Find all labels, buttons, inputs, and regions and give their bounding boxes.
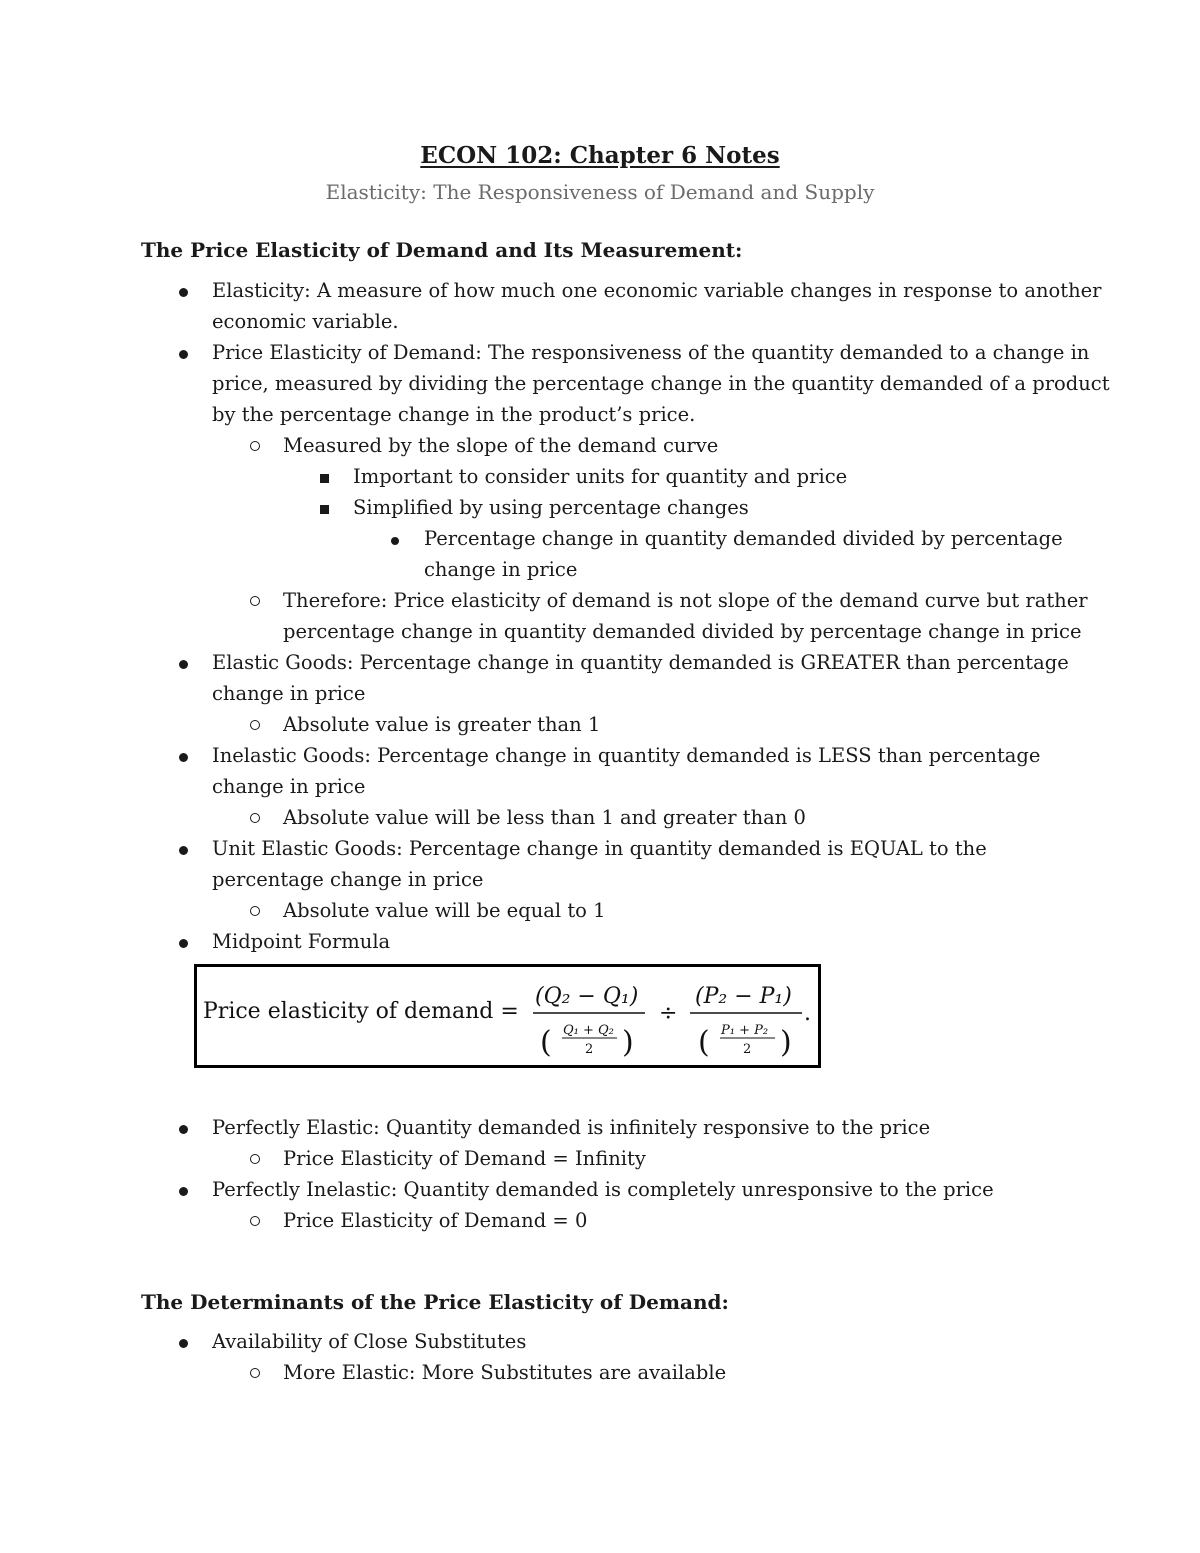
paren-right: ) xyxy=(780,1025,792,1060)
formula-divide: ÷ xyxy=(659,1001,678,1026)
list-item-text: by the percentage change in the product’s price. xyxy=(212,403,696,426)
formula-num2: (P₂ − P₁) xyxy=(695,984,792,1009)
list-item-text: change in price xyxy=(212,682,366,705)
bullet-disc xyxy=(179,288,188,297)
bullet-disc xyxy=(179,660,188,669)
list-item-text: Inelastic Goods: Percentage change in quantity demanded is LESS than percentage xyxy=(212,744,1041,767)
section-heading-determinants: The Determinants of the Price Elasticity of Demand: xyxy=(141,1290,729,1314)
formula-den2-top: P₁ + P₂ xyxy=(721,1023,769,1038)
document-subtitle: Elasticity: The Responsiveness of Demand and Supply xyxy=(325,180,875,204)
formula-num1: (Q₂ − Q₁) xyxy=(535,984,639,1009)
bullet-disc xyxy=(179,350,188,359)
list-item-text: Price Elasticity of Demand = Infinity xyxy=(283,1147,646,1170)
list-item-text: More Elastic: More Substitutes are available xyxy=(283,1361,727,1384)
bullet-disc xyxy=(179,939,188,948)
bullet-disc xyxy=(179,1187,188,1196)
bullet-disc xyxy=(179,846,188,855)
bullet-disc xyxy=(179,1125,188,1134)
list-item-text: Important to consider units for quantity and price xyxy=(353,465,848,488)
bullet-circle xyxy=(250,1368,260,1378)
list-item-text: change in price xyxy=(212,775,366,798)
bullet-circle xyxy=(250,1216,260,1226)
list-item-text: Elasticity: A measure of how much one economic variable changes in response to another xyxy=(212,279,1102,302)
list-item-text: percentage change in quantity demanded divided by percentage change in price xyxy=(283,620,1082,643)
bullet-square xyxy=(320,474,329,483)
formula-svg xyxy=(197,967,817,1064)
list-item-text: Price Elasticity of Demand = 0 xyxy=(283,1209,588,1232)
bullet-disc xyxy=(179,1339,188,1348)
bullet-circle xyxy=(250,1154,260,1164)
formula-den2-bottom: 2 xyxy=(743,1042,752,1057)
list-item-text: Unit Elastic Goods: Percentage change in quantity demanded is EQUAL to the xyxy=(212,837,987,860)
list-item-text: price, measured by dividing the percentage change in the quantity demanded of a product xyxy=(212,372,1110,395)
list-item-text: percentage change in price xyxy=(212,868,484,891)
list-item-text: change in price xyxy=(424,558,578,581)
paren-left: ( xyxy=(540,1025,552,1060)
list-item-text: Measured by the slope of the demand curve xyxy=(283,434,719,457)
list-item-text: Midpoint Formula xyxy=(212,930,391,953)
formula-den1-bottom: 2 xyxy=(585,1042,594,1057)
list-item-text: Perfectly Inelastic: Quantity demanded is completely unresponsive to the price xyxy=(212,1178,994,1201)
midpoint-formula-image xyxy=(194,964,821,1068)
list-item-text: Simplified by using percentage changes xyxy=(353,496,749,519)
list-item-text: Absolute value is greater than 1 xyxy=(283,713,601,736)
bullet-circle xyxy=(250,441,260,451)
list-item-text: economic variable. xyxy=(212,310,399,333)
bullet-circle xyxy=(250,720,260,730)
bullet-disc xyxy=(179,753,188,762)
paren-left: ( xyxy=(698,1025,710,1060)
paren-right: ) xyxy=(622,1025,634,1060)
bullet-square xyxy=(320,505,329,514)
list-item-text: Perfectly Elastic: Quantity demanded is infinitely responsive to the price xyxy=(212,1116,931,1139)
document-title: ECON 102: Chapter 6 Notes xyxy=(420,142,780,169)
list-item-text: Therefore: Price elasticity of demand is not slope of the demand curve but rather xyxy=(283,589,1088,612)
list-item-text: Absolute value will be less than 1 and greater than 0 xyxy=(283,806,806,829)
bullet-circle xyxy=(250,596,260,606)
formula-den1-top: Q₁ + Q₂ xyxy=(563,1023,614,1038)
formula-end: . xyxy=(804,1001,811,1026)
bullet-circle xyxy=(250,906,260,916)
list-item-text: Price Elasticity of Demand: The responsiveness of the quantity demanded to a change in xyxy=(212,341,1090,364)
list-item-text: Availability of Close Substitutes xyxy=(212,1330,527,1353)
formula-lhs: Price elasticity of demand = xyxy=(203,999,519,1024)
list-item-text: Elastic Goods: Percentage change in quantity demanded is GREATER than percentage xyxy=(212,651,1069,674)
list-item-text: Percentage change in quantity demanded divided by percentage xyxy=(424,527,1063,550)
bullet-circle xyxy=(250,813,260,823)
list-item-text: Absolute value will be equal to 1 xyxy=(283,899,606,922)
section-heading-measurement: The Price Elasticity of Demand and Its Measurement: xyxy=(141,238,743,262)
bullet-disc xyxy=(391,537,399,545)
